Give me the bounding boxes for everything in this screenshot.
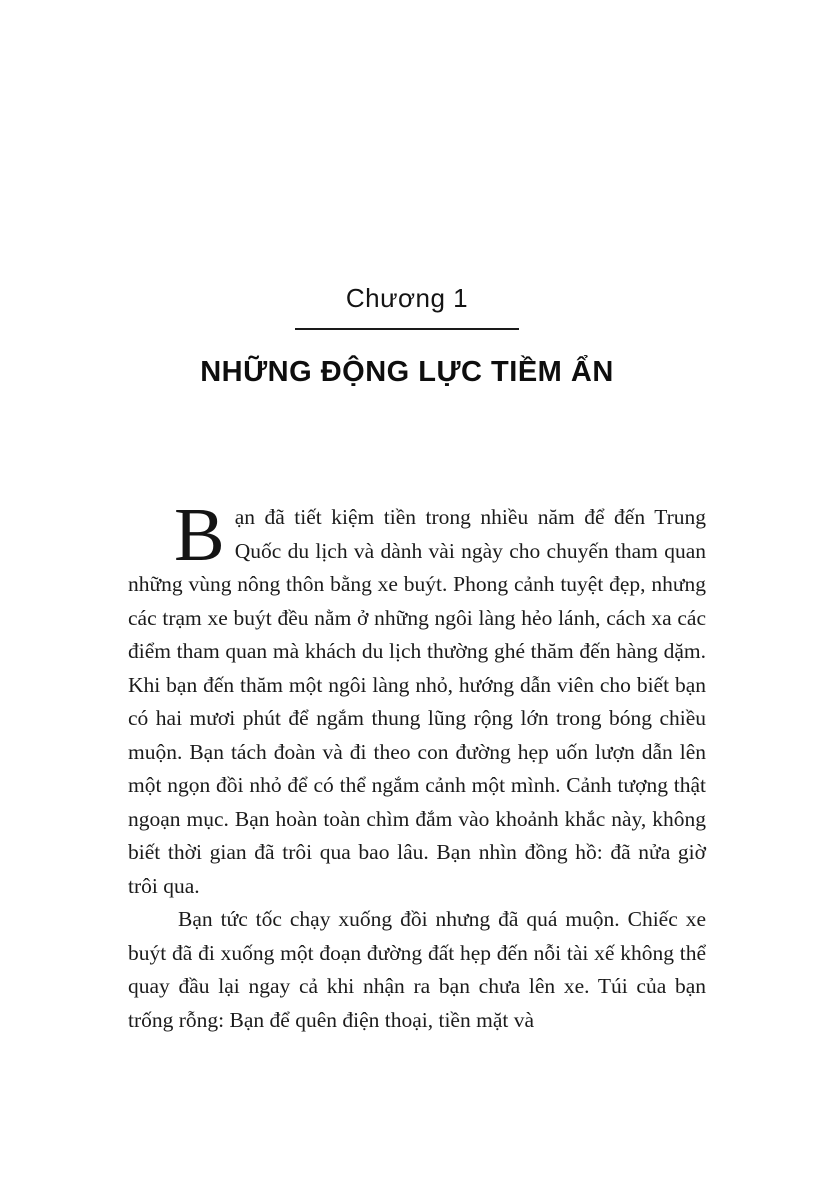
chapter-head: [118, 283, 696, 389]
drop-cap: B: [174, 493, 225, 577]
paragraph-text: Bạn tức tốc chạy xuống đồi nhưng đã quá muộn. Chiếc xe buýt đã đi xuống một đoạn đường đất hẹp đến nỗi tài xế không thể quay đầu lại ngay cả khi nhận ra bạn chưa lên xe. Túi của bạn trống rỗng: Bạn để quên điện thoại, tiền mặt và: [128, 907, 706, 1032]
chapter-divider: [295, 328, 519, 330]
paragraph-text: ạn đã tiết kiệm tiền trong nhiều năm để đến Trung Quốc du lịch và dành vài ngày cho chuyến tham quan những vùng nông thôn bằng xe buýt. Phong cảnh tuyệt đẹp, nhưng các trạm xe buýt đều nằm ở những ngôi làng hẻo lánh, cách xa các điểm tham quan mà khách du lịch thường ghé thăm đến hàng dặm. Khi bạn đến thăm một ngôi làng nhỏ, hướng dẫn viên cho biết bạn có hai mươi phút để ngắm thung lũng rộng lớn trong bóng chiều muộn. Bạn tách đoàn và đi theo con đường hẹp uốn lượn dẫn lên một ngọn đồi nhỏ để có thể ngắm cảnh một mình. Cảnh tượng thật ngoạn mục. Bạn hoàn toàn chìm đắm vào khoảnh khắc này, không biết thời gian đã trôi qua bao lâu. Bạn nhìn đồng hồ: đã nửa giờ trôi qua.: [128, 505, 706, 898]
paragraph: [128, 493, 706, 903]
chapter-title: NHỮNG ĐỘNG LỰC TIỀM ẨN: [200, 356, 614, 388]
body-text: [128, 493, 706, 1037]
chapter-label: Chương 1: [345, 283, 469, 313]
paragraph: [128, 903, 706, 1037]
